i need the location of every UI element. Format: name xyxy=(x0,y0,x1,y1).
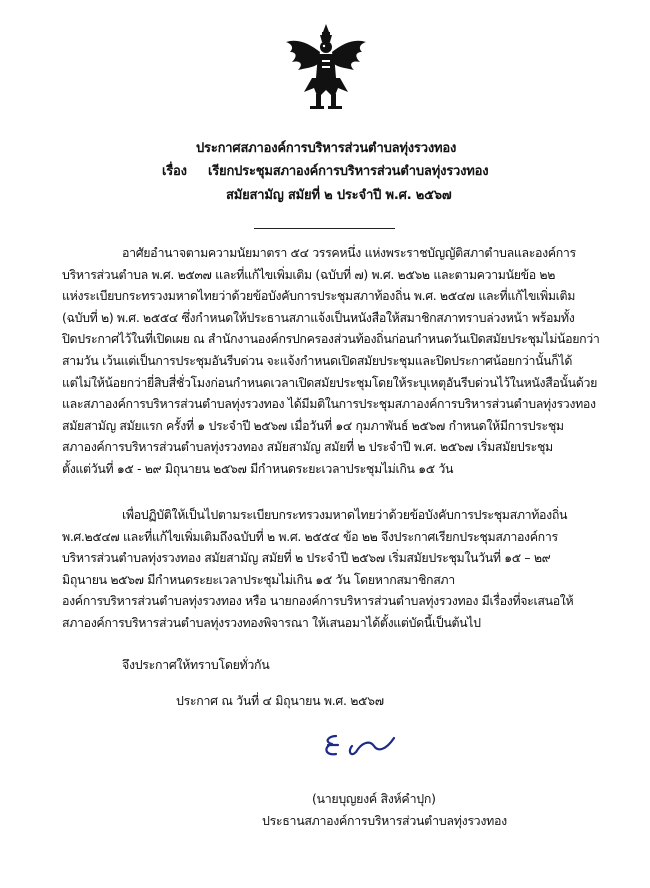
paragraph-line: องค์การบริหารส่วนตำบลทุ่งรวงทอง หรือ นายกองค์การบริหารส่วนตำบลทุ่งรวงทอง มีเรื่องที่จะเสนอให้ xyxy=(62,593,574,609)
subject-label: เรื่อง xyxy=(162,164,187,179)
paragraph-line: สภาองค์การบริหารส่วนตำบลทุ่งรวงทอง สมัยสามัญ สมัยที่ ๒ ประจำปี พ.ศ. ๒๕๖๗ เริ่มสมัยประชุม xyxy=(62,439,553,455)
session-line: สมัยสามัญ สมัยที่ ๒ ประจำปี พ.ศ. ๒๕๖๗ xyxy=(226,188,452,203)
garuda-emblem-icon xyxy=(282,22,370,112)
paragraph-line: ตั้งแต่วันที่ ๑๕ - ๒๙ มิถุนายน ๒๕๖๗ มีกำหนดระยะเวลาประชุมไม่เกิน ๑๕ วัน xyxy=(62,460,454,476)
paragraph-line: บริหารส่วนตำบล พ.ศ. ๒๕๓๗ และที่แก้ไขเพิ่มเติม (ฉบับที่ ๗) พ.ศ. ๒๕๖๒ และตามความนัยข้อ ๒๒ xyxy=(62,266,556,282)
paragraph-line: แห่งระเบียบกระทรวงมหาดไทยว่าด้วยข้อบังคับการประชุมสภาท้องถิ่น พ.ศ. ๒๕๔๗ และที่แก้ไขเพิ่มเติม xyxy=(62,288,576,304)
paragraph-line: สมัยสามัญ สมัยแรก ครั้งที่ ๑ ประจำปี ๒๕๖๗ เมื่อวันที่ ๑๔ กุมภาพันธ์ ๒๕๖๗ กำหนดให้มีการประชุม xyxy=(62,417,564,433)
paragraph-line: มิถุนายน ๒๕๖๗ มีกำหนดระยะเวลาประชุมไม่เกิน ๑๕ วัน โดยหากสมาชิกสภา xyxy=(62,571,455,587)
paragraph-line: พ.ศ.๒๕๔๗ และที่แก้ไขเพิ่มเติมถึงฉบับที่ ๒ พ.ศ. ๒๕๕๔ ข้อ ๒๒ จึงประกาศเรียกประชุมสภาองค์การ xyxy=(62,528,558,544)
subject-text: เรียกประชุมสภาองค์การบริหารส่วนตำบลทุ่งรวงทอง xyxy=(208,164,489,179)
closing-statement: จึงประกาศให้ทราบโดยทั่วกัน xyxy=(122,657,270,672)
signer-name: (นายบุญยงค์ สิงห์คำปุก) xyxy=(312,791,436,806)
announcement-title: ประกาศสภาองค์การบริหารส่วนตำบลทุ่งรวงทอง xyxy=(196,141,457,156)
paragraph-line: ปิดประกาศไว้ในที่เปิดเผย ณ สำนักงานองค์กรปกครองส่วนท้องถิ่นก่อนกำหนดวันเปิดสมัยประชุมไม่น้อยกว่า xyxy=(62,331,600,347)
paragraph-line: สภาองค์การบริหารส่วนตำบลทุ่งรวงทองพิจารณา ให้เสนอมาได้ตั้งแต่บัดนี้เป็นต้นไป xyxy=(62,614,481,630)
paragraph-line: สามวัน เว้นแต่เป็นการประชุมอันรีบด่วน จะแจ้งกำหนดเปิดสมัยประชุมและปิดประกาศน้อยกว่านั้นก็ได้ xyxy=(62,352,573,368)
handwritten-signature-icon xyxy=(318,728,418,768)
title-divider xyxy=(254,228,395,229)
paragraph-line: แต่ไม่ให้น้อยกว่ายี่สิบสี่ชั่วโมงก่อนกำหนดเวลาเปิดสมัยประชุมโดยให้ระบุเหตุอันรีบด่วนไว้ในหนังสือนั้นด้วย xyxy=(62,374,597,390)
paragraph-line: และสภาองค์การบริหารส่วนตำบลทุ่งรวงทอง ได้มีมติในการประชุมสภาองค์การบริหารส่วนตำบลทุ่งรวงทอง xyxy=(62,396,596,412)
paragraph-2 xyxy=(62,504,630,634)
paragraph-line: (ฉบับที่ ๒) พ.ศ. ๒๕๕๔ ซึ่งกำหนดให้ประธานสภาแจ้งเป็นหนังสือให้สมาชิกสภาทราบล่วงหน้า พร้อมทั้ง xyxy=(62,309,575,325)
paragraph-line: อาศัยอำนาจตามความนัยมาตรา ๕๔ วรรคหนึ่ง แห่งพระราชบัญญัติสภาตำบลและองค์การ xyxy=(122,245,576,260)
paragraph-line: บริหารส่วนตำบลทุ่งรวงทอง สมัยสามัญ สมัยที่ ๒ ประจำปี ๒๕๖๗ เริ่มสมัยประชุมในวันที่ ๑๕ – ๒๙ xyxy=(62,550,551,566)
paragraph-line: เพื่อปฏิบัติให้เป็นไปตามระเบียบกระทรวงมหาดไทยว่าด้วยข้อบังคับการประชุมสภาท้องถิ่น xyxy=(122,507,568,522)
signer-title: ประธานสภาองค์การบริหารส่วนตำบลทุ่งรวงทอง xyxy=(262,813,507,828)
announcement-date: ประกาศ ณ วันที่ ๔ มิถุนายน พ.ศ. ๒๕๖๗ xyxy=(176,693,384,708)
paragraph-1 xyxy=(62,242,630,480)
